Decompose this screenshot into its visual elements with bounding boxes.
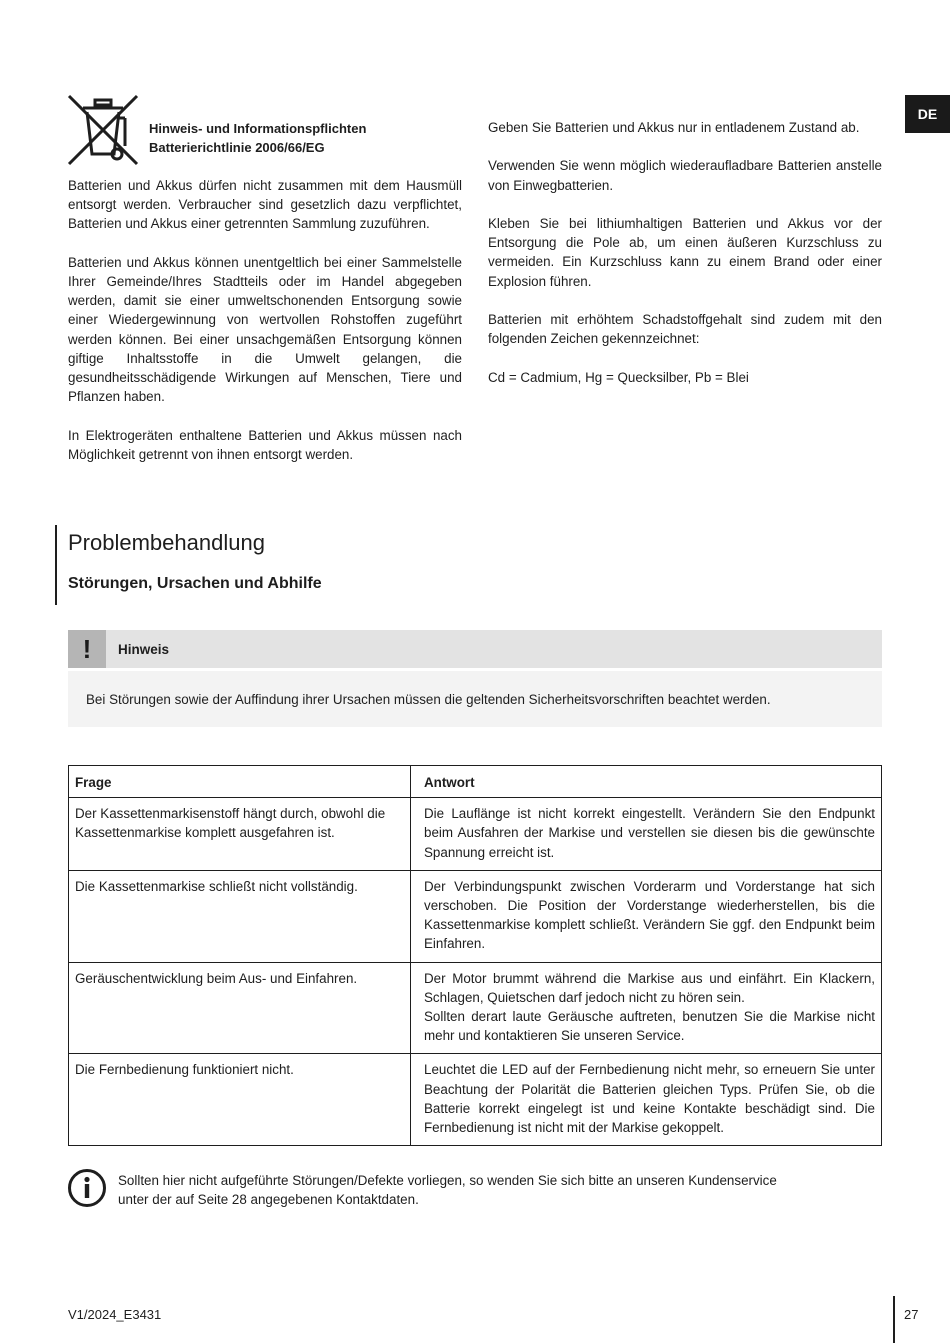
footer-divider [893,1296,895,1343]
paragraph: Kleben Sie bei lithiumhaltigen Batterien und Akkus vor der Entsorgung die Pole ab, um einen äußeren Kurzschluss zu vermeiden. Ein Kurzschluss kann zu einem Brand oder einer Explosion führen. [488,215,882,289]
paragraph: Batterien mit erhöhtem Schadstoffgehalt sind zudem mit den folgenden Zeichen gekennzeichnet: [488,311,882,347]
paragraph: Geben Sie Batterien und Akkus nur in entladenem Zustand ab. [488,120,860,135]
answer-cell [411,962,882,1054]
answer-cell: Leuchtet die LED auf der Fernbedienung nicht mehr, so erneuern Sie unter Beachtung der Polarität die Batterien gleichen Typs. Prüfen Sie, ob die Batterie korrekt eingelegt ist und keine Kontakte beschädigt sind. Die Fernbedienung ist nicht mit der Markise gekoppelt. [411,1054,882,1146]
battery-notice-title [149,119,449,157]
info-note-line: unter der auf Seite 28 angegebenen Kontaktdaten. [118,1192,419,1208]
question-cell: Geräuschentwicklung beim Aus- und Einfahren. [69,962,411,1054]
question-cell: Die Fernbedienung funktioniert nicht. [69,1054,411,1146]
section-marker [55,525,57,605]
answer-text: Sollten derart laute Geräusche auftreten, benutzen Sie die Markise nicht mehr und kontaktieren Sie unseren Service. [424,1009,875,1044]
crossed-bin-icon [67,94,139,166]
table-row [69,1054,882,1146]
document-version: V1/2024_E3431 [68,1307,162,1322]
table-row [69,962,882,1054]
answer-cell: Der Verbindungspunkt zwischen Vorderarm und Vorderstange hat sich verschoben. Die Position der Vorderstange wiederherstellen, bis die Kassettenmarkise komplett schließt. Verändern Sie ggf. den Endpunkt beim Einfahren. [411,870,882,962]
note-header [68,630,882,668]
table-row [69,870,882,962]
column-header-answer: Antwort [411,766,882,798]
question-cell: Der Kassettenmarkisenstoff hängt durch, obwohl die Kassettenmarkise komplett ausgefahren ist. [69,798,411,871]
troubleshooting-table [68,765,882,1146]
info-note-line: Sollten hier nicht aufgeführte Störungen/Defekte vorliegen, so wenden Sie sich bitte an unseren Kundenservice [118,1173,777,1188]
battery-notice-title-line1: Hinweis- und Informationspflichten [149,121,367,136]
info-note [118,1171,838,1209]
page-number: 27 [904,1307,919,1322]
table-header-row [69,766,882,798]
section-subtitle: Störungen, Ursachen und Abhilfe [68,575,322,592]
question-cell: Die Kassettenmarkise schließt nicht vollständig. [69,870,411,962]
battery-notice-right-column [488,118,882,406]
section-title: Problembehandlung [68,530,265,555]
column-header-question: Frage [69,766,411,798]
answer-text: Der Motor brummt während die Markise aus und einfährt. Ein Klackern, Schlagen, Quietschen darf jedoch nicht zu hören sein. [424,970,875,1005]
note-label: Hinweis [118,641,170,657]
table-row [69,798,882,871]
paragraph: Batterien und Akkus dürfen nicht zusammen mit dem Hausmüll entsorgt werden. Verbraucher sind gesetzlich dazu verpflichtet, Batterien und Akkus einer getrennten Sammlung zuzuführen. [68,178,462,232]
exclamation-icon: ! [68,630,106,668]
info-icon [67,1168,107,1208]
paragraph: Verwenden Sie wenn möglich wiederaufladbare Batterien anstelle von Einwegbatterien. [488,158,882,193]
paragraph: Cd = Cadmium, Hg = Quecksilber, Pb = Blei [488,369,749,385]
note-text: Bei Störungen sowie der Auffindung ihrer Ursachen müssen die geltenden Sicherheitsvorschriften beachtet werden. [68,671,882,727]
language-tab: DE [905,95,950,133]
paragraph: In Elektrogeräten enthaltene Batterien und Akkus müssen nach Möglichkeit getrennt von ihnen entsorgt werden. [68,427,462,462]
battery-notice-title-line2: Batterierichtlinie 2006/66/EG [149,140,325,155]
battery-notice-left-column [68,176,462,483]
answer-cell: Die Lauflänge ist nicht korrekt eingestellt. Verändern Sie den Endpunkt beim Ausfahren der Markise und verstellen sie diesen bis die gewünschte Spannung erreicht ist. [411,798,882,871]
paragraph: Batterien und Akkus können unentgeltlich bei einer Sammelstelle Ihrer Gemeinde/Ihres Stadtteils oder im Handel abgegeben werden, damit sie einer umweltschonenden Entsorgung sowie einer Wiedergewinnung von wertvollen Rohstoffen zugeführt werden können. Bei einer unsachgemäßen Entsorgung können giftige Inhaltsstoffe in die Umwelt gelangen, die gesundheitsschädigende Wirkungen auf Menschen, Tiere und Pflanzen haben. [68,254,462,405]
